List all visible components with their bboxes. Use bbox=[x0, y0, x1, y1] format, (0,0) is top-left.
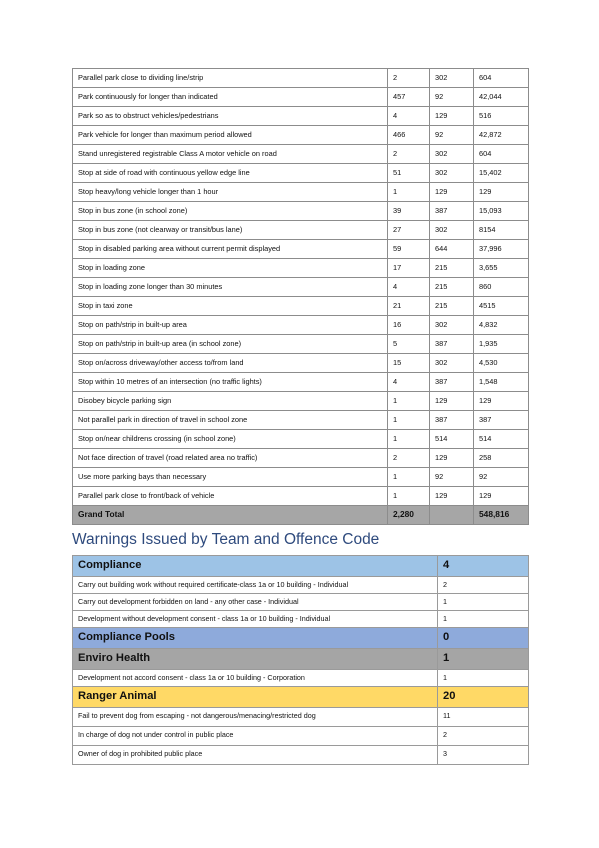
warning-offence: Development not accord consent - class 1a or 10 building - Corporation bbox=[73, 670, 438, 687]
total-cell: 3,655 bbox=[474, 259, 529, 278]
count-cell: 1 bbox=[388, 430, 430, 449]
penalty-cell: 129 bbox=[430, 107, 474, 126]
table-row bbox=[73, 107, 529, 126]
count-cell: 16 bbox=[388, 316, 430, 335]
total-cell: 15,093 bbox=[474, 202, 529, 221]
penalty-cell: 129 bbox=[430, 183, 474, 202]
count-cell: 466 bbox=[388, 126, 430, 145]
total-cell: 92 bbox=[474, 468, 529, 487]
team-name: Enviro Health bbox=[73, 649, 438, 670]
penalty-cell: 644 bbox=[430, 240, 474, 259]
warning-row bbox=[73, 727, 529, 746]
total-cell: 604 bbox=[474, 145, 529, 164]
count-cell: 4 bbox=[388, 107, 430, 126]
offence-table bbox=[72, 68, 529, 525]
penalty-cell: 302 bbox=[430, 69, 474, 88]
total-cell: 4515 bbox=[474, 297, 529, 316]
table-row bbox=[73, 430, 529, 449]
offence-cell: Park vehicle for longer than maximum period allowed bbox=[73, 126, 388, 145]
warning-row bbox=[73, 577, 529, 594]
team-group-row bbox=[73, 628, 529, 649]
count-cell: 1 bbox=[388, 468, 430, 487]
penalty-cell: 302 bbox=[430, 164, 474, 183]
count-cell: 457 bbox=[388, 88, 430, 107]
offence-cell: Stop in bus zone (not clearway or transit/bus lane) bbox=[73, 221, 388, 240]
total-cell: 129 bbox=[474, 183, 529, 202]
offence-cell: Stop within 10 metres of an intersection (no traffic lights) bbox=[73, 373, 388, 392]
penalty-cell: 387 bbox=[430, 335, 474, 354]
warning-count: 1 bbox=[438, 611, 529, 628]
table-row bbox=[73, 126, 529, 145]
table-row bbox=[73, 240, 529, 259]
count-cell: 4 bbox=[388, 278, 430, 297]
total-cell: 1,548 bbox=[474, 373, 529, 392]
total-cell: 8154 bbox=[474, 221, 529, 240]
penalty-cell: 215 bbox=[430, 278, 474, 297]
penalty-cell: 302 bbox=[430, 145, 474, 164]
count-cell: 1 bbox=[388, 411, 430, 430]
offence-cell: Stop on/across driveway/other access to/from land bbox=[73, 354, 388, 373]
warning-row bbox=[73, 708, 529, 727]
warning-offence: Development without development consent - class 1a or 10 building - Individual bbox=[73, 611, 438, 628]
team-total: 20 bbox=[438, 687, 529, 708]
offence-cell: Stop in disabled parking area without current permit displayed bbox=[73, 240, 388, 259]
warning-row bbox=[73, 746, 529, 765]
total-cell: 15,402 bbox=[474, 164, 529, 183]
warning-offence: Fail to prevent dog from escaping - not dangerous/menacing/restricted dog bbox=[73, 708, 438, 727]
team-name: Compliance bbox=[73, 556, 438, 577]
team-total: 0 bbox=[438, 628, 529, 649]
team-group-row bbox=[73, 649, 529, 670]
team-group-row bbox=[73, 687, 529, 708]
table-row bbox=[73, 259, 529, 278]
total-cell: 42,044 bbox=[474, 88, 529, 107]
table-row bbox=[73, 449, 529, 468]
penalty-cell: 387 bbox=[430, 411, 474, 430]
warning-offence: In charge of dog not under control in public place bbox=[73, 727, 438, 746]
table-row bbox=[73, 145, 529, 164]
total-cell: 860 bbox=[474, 278, 529, 297]
count-cell: 39 bbox=[388, 202, 430, 221]
penalty-cell: 129 bbox=[430, 487, 474, 506]
team-name: Ranger Animal bbox=[73, 687, 438, 708]
table-row bbox=[73, 164, 529, 183]
offence-cell: Parallel park close to front/back of vehicle bbox=[73, 487, 388, 506]
total-cell: 4,530 bbox=[474, 354, 529, 373]
warning-count: 2 bbox=[438, 727, 529, 746]
warnings-table-body bbox=[73, 556, 529, 765]
grand-total-penalty bbox=[430, 506, 474, 525]
penalty-cell: 302 bbox=[430, 221, 474, 240]
team-total: 4 bbox=[438, 556, 529, 577]
warning-offence: Carry out building work without required certificate-class 1a or 10 building - Individual bbox=[73, 577, 438, 594]
count-cell: 2 bbox=[388, 145, 430, 164]
offence-cell: Stand unregistered registrable Class A motor vehicle on road bbox=[73, 145, 388, 164]
grand-total-label: Grand Total bbox=[73, 506, 388, 525]
team-total: 1 bbox=[438, 649, 529, 670]
offence-cell: Stop in loading zone bbox=[73, 259, 388, 278]
offence-cell: Stop at side of road with continuous yellow edge line bbox=[73, 164, 388, 183]
count-cell: 15 bbox=[388, 354, 430, 373]
table-row bbox=[73, 297, 529, 316]
total-cell: 604 bbox=[474, 69, 529, 88]
penalty-cell: 387 bbox=[430, 202, 474, 221]
warning-row bbox=[73, 611, 529, 628]
total-cell: 129 bbox=[474, 392, 529, 411]
penalty-cell: 215 bbox=[430, 297, 474, 316]
offence-cell: Stop heavy/long vehicle longer than 1 hour bbox=[73, 183, 388, 202]
table-row bbox=[73, 411, 529, 430]
warning-offence: Owner of dog in prohibited public place bbox=[73, 746, 438, 765]
offence-cell: Use more parking bays than necessary bbox=[73, 468, 388, 487]
warnings-table bbox=[72, 555, 529, 765]
warning-count: 2 bbox=[438, 577, 529, 594]
offence-cell: Stop on path/strip in built-up area bbox=[73, 316, 388, 335]
count-cell: 1 bbox=[388, 183, 430, 202]
count-cell: 17 bbox=[388, 259, 430, 278]
penalty-cell: 302 bbox=[430, 316, 474, 335]
warning-offence: Carry out development forbidden on land - any other case - Individual bbox=[73, 594, 438, 611]
grand-total-amount: 548,816 bbox=[474, 506, 529, 525]
penalty-cell: 92 bbox=[430, 88, 474, 107]
penalty-cell: 92 bbox=[430, 468, 474, 487]
offence-cell: Stop in loading zone longer than 30 minutes bbox=[73, 278, 388, 297]
count-cell: 27 bbox=[388, 221, 430, 240]
count-cell: 1 bbox=[388, 392, 430, 411]
warning-row bbox=[73, 670, 529, 687]
offence-cell: Park so as to obstruct vehicles/pedestrians bbox=[73, 107, 388, 126]
warning-count: 1 bbox=[438, 670, 529, 687]
count-cell: 21 bbox=[388, 297, 430, 316]
penalty-cell: 129 bbox=[430, 449, 474, 468]
penalty-cell: 215 bbox=[430, 259, 474, 278]
offence-cell: Stop on/near childrens crossing (in school zone) bbox=[73, 430, 388, 449]
total-cell: 258 bbox=[474, 449, 529, 468]
count-cell: 1 bbox=[388, 487, 430, 506]
warning-count: 3 bbox=[438, 746, 529, 765]
warnings-heading: Warnings Issued by Team and Offence Code bbox=[72, 531, 380, 548]
total-cell: 37,996 bbox=[474, 240, 529, 259]
count-cell: 2 bbox=[388, 449, 430, 468]
table-row bbox=[73, 468, 529, 487]
offence-table-body bbox=[73, 69, 529, 525]
offence-cell: Not parallel park in direction of travel in school zone bbox=[73, 411, 388, 430]
offence-cell: Parallel park close to dividing line/strip bbox=[73, 69, 388, 88]
offence-cell: Park continuously for longer than indicated bbox=[73, 88, 388, 107]
total-cell: 516 bbox=[474, 107, 529, 126]
total-cell: 387 bbox=[474, 411, 529, 430]
team-name: Compliance Pools bbox=[73, 628, 438, 649]
total-cell: 129 bbox=[474, 487, 529, 506]
table-row bbox=[73, 316, 529, 335]
grand-total-row bbox=[73, 506, 529, 525]
offence-cell: Disobey bicycle parking sign bbox=[73, 392, 388, 411]
count-cell: 2 bbox=[388, 69, 430, 88]
table-row bbox=[73, 373, 529, 392]
penalty-cell: 302 bbox=[430, 354, 474, 373]
warning-count: 11 bbox=[438, 708, 529, 727]
count-cell: 4 bbox=[388, 373, 430, 392]
count-cell: 5 bbox=[388, 335, 430, 354]
offence-cell: Stop in taxi zone bbox=[73, 297, 388, 316]
table-row bbox=[73, 487, 529, 506]
penalty-cell: 387 bbox=[430, 373, 474, 392]
table-row bbox=[73, 202, 529, 221]
warning-count: 1 bbox=[438, 594, 529, 611]
offence-cell: Stop in bus zone (in school zone) bbox=[73, 202, 388, 221]
count-cell: 51 bbox=[388, 164, 430, 183]
total-cell: 1,935 bbox=[474, 335, 529, 354]
total-cell: 514 bbox=[474, 430, 529, 449]
table-row bbox=[73, 221, 529, 240]
team-group-row bbox=[73, 556, 529, 577]
total-cell: 42,872 bbox=[474, 126, 529, 145]
table-row bbox=[73, 183, 529, 202]
table-row bbox=[73, 278, 529, 297]
table-row bbox=[73, 392, 529, 411]
table-row bbox=[73, 88, 529, 107]
penalty-cell: 129 bbox=[430, 392, 474, 411]
penalty-cell: 92 bbox=[430, 126, 474, 145]
grand-total-count: 2,280 bbox=[388, 506, 430, 525]
penalty-cell: 514 bbox=[430, 430, 474, 449]
offence-cell: Stop on path/strip in built-up area (in school zone) bbox=[73, 335, 388, 354]
total-cell: 4,832 bbox=[474, 316, 529, 335]
offence-cell: Not face direction of travel (road related area no traffic) bbox=[73, 449, 388, 468]
warning-row bbox=[73, 594, 529, 611]
table-row bbox=[73, 354, 529, 373]
count-cell: 59 bbox=[388, 240, 430, 259]
table-row bbox=[73, 69, 529, 88]
table-row bbox=[73, 335, 529, 354]
